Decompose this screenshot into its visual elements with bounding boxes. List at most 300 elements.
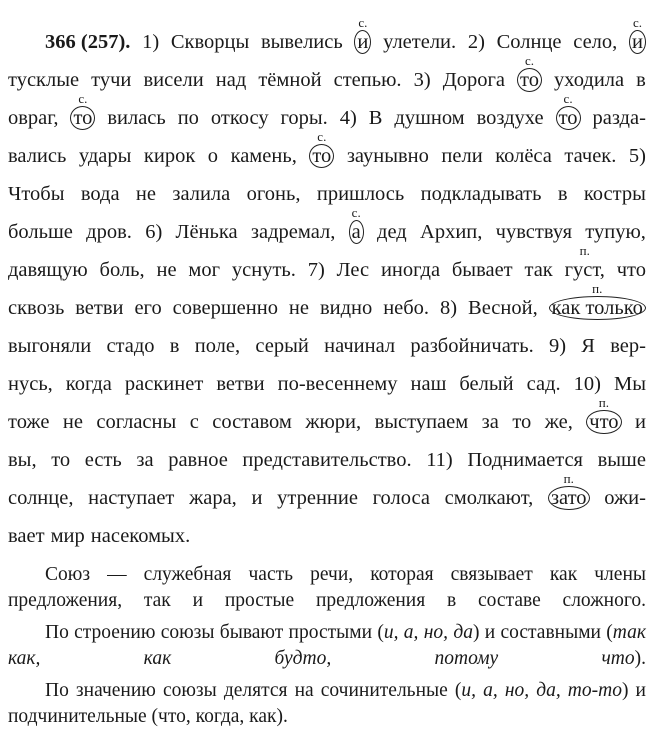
word-text: больше <box>8 221 73 243</box>
word-text: 10) <box>573 373 601 395</box>
word <box>51 511 85 549</box>
conjunction-type-mark: с. <box>317 129 327 144</box>
word <box>414 55 431 93</box>
textbook-page <box>8 0 646 549</box>
word-text: Скворцы <box>170 31 250 53</box>
word <box>172 169 230 207</box>
word-text: сад. <box>526 373 561 395</box>
word-text: ветви <box>216 373 265 395</box>
word <box>143 55 203 93</box>
word-text: разда- <box>592 107 646 129</box>
word <box>421 169 542 207</box>
word <box>81 169 120 207</box>
word-text: Лес <box>336 259 370 281</box>
word <box>441 131 482 169</box>
word <box>107 93 165 131</box>
word <box>545 397 573 435</box>
word-text: его <box>134 297 162 319</box>
word-text: по-весеннему <box>277 373 398 395</box>
word-text: то <box>51 449 71 471</box>
conjunction-type-mark: с. <box>78 91 88 106</box>
word-text: так <box>524 259 553 281</box>
word-text: Солнце <box>496 31 562 53</box>
word-text: видно <box>319 297 373 319</box>
word <box>8 207 73 245</box>
word-text: 9) <box>548 335 567 357</box>
word-text: серый <box>255 335 309 357</box>
word-text: насекомых. <box>90 525 191 547</box>
word-text: жюри, <box>305 411 362 433</box>
text-line <box>8 397 646 435</box>
word <box>251 207 335 245</box>
word-text: горы. <box>280 107 328 129</box>
word-text: тёмной <box>258 69 322 91</box>
text: ). <box>634 648 646 669</box>
word <box>212 397 292 435</box>
word <box>232 245 296 283</box>
word <box>79 131 132 169</box>
word-text: Я <box>581 335 595 357</box>
word-text: пели <box>441 145 483 167</box>
word <box>411 359 447 397</box>
conjunction-type-mark: с. <box>524 53 534 68</box>
word-text: наступает <box>88 487 175 509</box>
word-text: 1) <box>142 31 160 53</box>
word <box>8 245 88 283</box>
word-text: откосу <box>210 107 269 129</box>
word <box>142 17 159 55</box>
circled-conjunction <box>349 207 364 245</box>
word-text: вает <box>8 525 45 547</box>
word <box>420 207 482 245</box>
word <box>375 397 469 435</box>
word-text: тачек. <box>564 145 617 167</box>
word <box>144 131 195 169</box>
word <box>324 321 395 359</box>
text-line <box>8 245 646 283</box>
word-text: вывелись <box>260 31 343 53</box>
text-line <box>8 321 646 359</box>
word-text: то <box>70 106 95 130</box>
word-text: выступаем <box>374 411 469 433</box>
word <box>459 359 513 397</box>
word <box>91 55 131 93</box>
word <box>176 207 238 245</box>
word-text: и <box>629 30 646 54</box>
word <box>305 397 361 435</box>
word-text: в <box>169 335 180 357</box>
word <box>584 169 646 207</box>
word-text: стадо <box>106 335 155 357</box>
word <box>308 245 325 283</box>
word <box>598 435 646 473</box>
word <box>524 245 552 283</box>
word-text: 11) <box>426 449 453 471</box>
word-text: иногда <box>380 259 441 281</box>
word <box>629 131 646 169</box>
word-text: белый <box>459 373 514 395</box>
word-text: 5) <box>628 145 646 167</box>
word <box>208 131 218 169</box>
word-text: солнце, <box>8 487 74 509</box>
word-text: тупую, <box>585 221 646 243</box>
word-text: кирок <box>143 145 196 167</box>
word <box>604 473 646 511</box>
word <box>125 359 203 397</box>
text: ) и подчинительные (что, когда, как). <box>8 680 646 727</box>
word-text: бывает <box>451 259 513 281</box>
word <box>585 207 646 245</box>
word-text: утренние <box>277 487 358 509</box>
word <box>91 511 190 549</box>
word <box>251 473 262 511</box>
word-text: начинал <box>324 335 396 357</box>
word-text: когда <box>65 373 112 395</box>
word-text: густ, <box>564 259 605 281</box>
examples: и, а, но, да <box>383 622 473 643</box>
word-text: уснуть. <box>231 259 296 281</box>
word-text: то <box>309 144 334 168</box>
word <box>381 245 440 283</box>
word-text: Мы <box>613 373 646 395</box>
word <box>88 473 174 511</box>
circled-conjunction <box>556 93 581 131</box>
word-text: не <box>288 297 309 319</box>
word <box>8 511 45 549</box>
word-text: раскинет <box>124 373 204 395</box>
word-text: с <box>189 411 199 433</box>
theory-block <box>8 562 646 730</box>
word-text: поле, <box>194 335 241 357</box>
word <box>554 55 624 93</box>
theory-structure <box>8 620 646 672</box>
word <box>410 321 533 359</box>
word <box>189 473 237 511</box>
word-text: подкладывать <box>420 183 542 205</box>
word-text: и <box>251 487 263 509</box>
word <box>527 359 561 397</box>
word <box>373 473 430 511</box>
word <box>440 283 457 321</box>
conjunction-type-mark: с. <box>632 15 642 30</box>
circled-conjunction <box>549 283 646 321</box>
word <box>369 93 383 131</box>
word-text: висели <box>143 69 204 91</box>
conjunction-type-mark: с. <box>358 15 368 30</box>
theory-definition: Союз — служебная часть речи, которая связывает как члены предложения, так и простые предложения в составе сложного. <box>8 564 646 611</box>
word <box>85 435 122 473</box>
word-text: колёса <box>495 145 552 167</box>
word-text: Лёнька <box>175 221 238 243</box>
text: По строению союзы бывают простыми ( <box>45 622 384 643</box>
word-text: ветви <box>75 297 124 319</box>
word <box>195 321 240 359</box>
word-text: Архип, <box>420 221 483 243</box>
word <box>8 55 79 93</box>
word <box>495 131 552 169</box>
word <box>340 93 357 131</box>
word-text: выше <box>597 449 646 471</box>
word <box>334 55 402 93</box>
word-text: и <box>634 411 646 433</box>
word-text: душном <box>394 107 465 129</box>
word <box>86 207 132 245</box>
word-text: выгоняли <box>8 335 92 357</box>
word <box>171 17 249 55</box>
word-text: есть <box>84 449 122 471</box>
word <box>170 321 180 359</box>
word-text: тусклые <box>8 69 80 91</box>
word <box>8 169 64 207</box>
word <box>8 283 64 321</box>
word <box>468 283 538 321</box>
text-line <box>8 207 646 245</box>
word <box>242 435 411 473</box>
word-text: смолкают, <box>444 487 534 509</box>
word-text: нусь, <box>8 373 53 395</box>
word-text: же, <box>544 411 573 433</box>
word <box>445 473 534 511</box>
word-text: и <box>354 30 371 54</box>
word-text: а <box>349 220 364 244</box>
word <box>173 283 278 321</box>
word-text: то <box>556 106 581 130</box>
word <box>106 321 154 359</box>
word-text: сквозь <box>8 297 65 319</box>
word-text: разбойничать. <box>410 335 534 357</box>
word-text: наш <box>410 373 447 395</box>
word-text: давящую <box>8 259 88 281</box>
circled-conjunction <box>354 17 371 55</box>
word <box>610 321 646 359</box>
word <box>216 55 247 93</box>
word-text: зато <box>548 486 590 510</box>
word-text: Весной, <box>468 297 538 319</box>
word-text: тоже <box>8 411 50 433</box>
word-text: 8) <box>440 297 458 319</box>
conjunction-type-mark: п. <box>592 281 603 296</box>
word-text: что <box>586 410 621 434</box>
word-text: голоса <box>372 487 430 509</box>
word <box>278 359 398 397</box>
conjunction-type-mark: с. <box>563 91 573 106</box>
text: ) и составными ( <box>472 622 613 643</box>
word-text: 3) <box>413 69 431 91</box>
text-line <box>8 359 646 397</box>
word-text: улетели. <box>383 31 457 53</box>
word <box>168 435 228 473</box>
word <box>574 359 601 397</box>
word <box>477 93 544 131</box>
word <box>320 283 372 321</box>
word-text: небо. <box>383 297 430 319</box>
word <box>426 435 453 473</box>
word-text: в <box>636 69 646 91</box>
word-text: вы, <box>8 449 37 471</box>
word <box>8 397 49 435</box>
word-text: удары <box>78 145 132 167</box>
word <box>468 17 485 55</box>
word-text: равное <box>168 449 228 471</box>
word <box>136 435 153 473</box>
circled-conjunction <box>548 473 590 511</box>
word-text: село, <box>573 31 618 53</box>
word <box>482 397 499 435</box>
word-text: по <box>177 107 199 129</box>
word <box>549 321 566 359</box>
word <box>347 131 429 169</box>
word <box>231 131 297 169</box>
word <box>636 55 646 93</box>
conjunction-type-mark: с. <box>351 205 361 220</box>
word-text: уходила <box>554 69 625 91</box>
conjunction-type-mark: п. <box>598 395 609 410</box>
word-text: ожи- <box>604 487 646 509</box>
word-text: В <box>368 107 383 129</box>
word-text: 7) <box>307 259 325 281</box>
word <box>377 207 407 245</box>
word <box>512 397 531 435</box>
word-text: дров. <box>86 221 132 243</box>
text-line <box>8 511 646 549</box>
word <box>261 17 343 55</box>
word-text: заунывно <box>346 145 429 167</box>
exercise-366 <box>8 0 646 549</box>
word <box>157 245 177 283</box>
word <box>258 55 321 93</box>
word <box>247 169 301 207</box>
circled-conjunction <box>70 93 95 131</box>
word-text: как только <box>549 296 646 320</box>
word-text: вода <box>80 183 120 205</box>
word <box>51 435 70 473</box>
word-text: задремал, <box>250 221 336 243</box>
word <box>452 245 513 283</box>
theory-meaning <box>8 678 646 730</box>
text-line <box>8 435 646 473</box>
word-text: о <box>207 145 219 167</box>
word <box>216 359 264 397</box>
word-text: вилась <box>107 107 166 129</box>
word-text: вер- <box>610 335 646 357</box>
text-line <box>8 473 646 511</box>
word <box>277 473 358 511</box>
word-text: камень, <box>230 145 297 167</box>
word <box>8 321 91 359</box>
word-text: вались <box>8 145 67 167</box>
word <box>190 397 199 435</box>
word-text: воздухе <box>476 107 544 129</box>
word-text: за <box>136 449 154 471</box>
text-line <box>8 55 646 93</box>
word-text: Поднимается <box>467 449 583 471</box>
word <box>592 93 645 131</box>
word <box>394 93 464 131</box>
word <box>581 321 595 359</box>
word-text: боль, <box>99 259 145 281</box>
word <box>8 435 37 473</box>
text-line <box>8 169 646 207</box>
word <box>383 283 429 321</box>
conjunction-type-mark: п. <box>579 243 590 258</box>
word-text: пришлось <box>316 183 405 205</box>
word <box>558 169 568 207</box>
word-text: чувствуя <box>495 221 572 243</box>
word-text: 4) <box>339 107 357 129</box>
circled-conjunction <box>629 17 646 55</box>
word-text: что <box>616 259 646 281</box>
word-text: согласны <box>96 411 177 433</box>
circled-conjunction <box>309 131 334 169</box>
word <box>635 397 646 435</box>
word-text: составом <box>212 411 292 433</box>
word <box>496 207 572 245</box>
word <box>564 131 616 169</box>
word <box>573 17 617 55</box>
word <box>134 283 161 321</box>
word <box>383 17 456 55</box>
word <box>136 169 156 207</box>
word <box>211 93 269 131</box>
text-line <box>8 17 646 55</box>
word <box>63 397 83 435</box>
word-text: тучи <box>91 69 132 91</box>
exercise-number <box>45 17 130 55</box>
word-text: 6) <box>145 221 163 243</box>
word-text: овраг, <box>8 107 59 129</box>
word-text: мог <box>188 259 221 281</box>
word <box>281 93 328 131</box>
word <box>337 245 369 283</box>
word <box>255 321 308 359</box>
conjunction-type-mark: п. <box>563 471 574 486</box>
word-text: костры <box>583 183 646 205</box>
word <box>75 283 123 321</box>
word <box>443 55 505 93</box>
word-text: огонь, <box>246 183 301 205</box>
word-text: то <box>517 68 542 92</box>
word <box>614 359 646 397</box>
word-text: за <box>481 411 499 433</box>
word-text: степью. <box>333 69 402 91</box>
examples: так как, как будто, потому что <box>8 622 646 669</box>
text: По значению союзы делятся на сочинительные ( <box>45 680 462 701</box>
word <box>497 17 562 55</box>
word-text: Чтобы <box>8 183 65 205</box>
word-text: мир <box>50 525 85 547</box>
word <box>8 473 73 511</box>
word-text: в <box>557 183 568 205</box>
word <box>467 435 583 473</box>
word <box>145 207 162 245</box>
word-text: жара, <box>189 487 237 509</box>
word-text: залила <box>172 183 231 205</box>
word-text: то <box>512 411 532 433</box>
word <box>188 245 220 283</box>
word <box>565 245 605 283</box>
word <box>617 245 646 283</box>
word-text: представительство. <box>242 449 412 471</box>
word <box>100 245 145 283</box>
word <box>8 359 53 397</box>
text-line <box>8 93 646 131</box>
word-text: Дорога <box>442 69 505 91</box>
word-text: не <box>135 183 156 205</box>
word-text: 2) <box>467 31 485 53</box>
circled-conjunction <box>586 397 621 435</box>
circled-conjunction <box>517 55 542 93</box>
word-text: над <box>215 69 247 91</box>
